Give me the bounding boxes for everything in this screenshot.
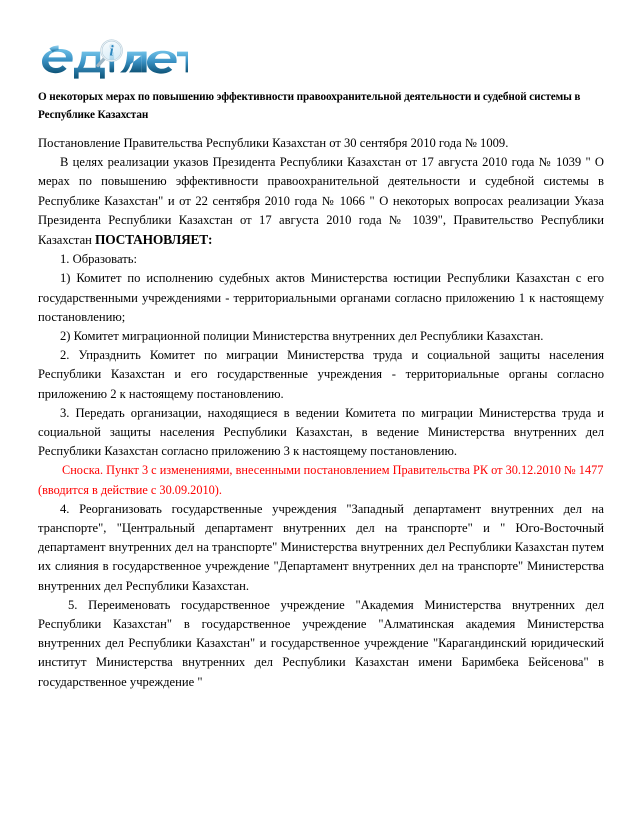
decree-keyword: ПОСТАНОВЛЯЕТ: [95, 232, 213, 248]
logo-letter-ae [42, 46, 73, 74]
paragraph-item-4: 4. Реорганизовать государственные учреждения "Западный департамент внутренних дел на транспорте", "Центральный департамент внутренних дел на транспорте" и " Юго-Восточный департамент внутренних дел на транспорте" Министерства внутренних дел Республики Казахстан путем их слияния в государственное учреждение "Департамент внутренних дел на транспорте" Министерства внутренних дел Республики Казахстан. [38, 501, 604, 593]
paragraph-item-1-2: 2) Комитет миграционной полиции Министерства внутренних дел Республики Казахстан. [60, 329, 544, 344]
svg-text:i: i [109, 43, 114, 60]
paragraph-item-3: 3. Передать организации, находящиеся в ведении Комитета по миграции Министерства труда и социальной защиты населения Республики Казахстан, в ведение Министерства внутренних дел Республики Казахстан согласно приложению 3 к настоящему постановлению. [38, 405, 604, 459]
adilet-logo-graphic [38, 33, 188, 85]
paragraph-preamble [38, 153, 604, 250]
paragraph-item-1-1: 1) Комитет по исполнению судебных актов Министерства юстиции Республики Казахстан с его государственными учреждениями - территориальными органами согласно приложению 1 к настоящему постановлению; [38, 271, 604, 324]
paragraph-resolution-reference: Постановление Правительства Республики Казахстан от 30 сентября 2010 года № 1009. [38, 136, 509, 150]
paragraph-item-5: 5. Переименовать государственное учреждение "Академия Министерства внутренних дел Республики Казахстан" в государственное учреждение "Алматинская академия Министерства внутренних дел Республики Казахстан" и государственное учреждение "Карагандинский юридический институт Министерства внутренних дел Республики Казахстан имени Баримбека Бейсенова" в государственное учреждение " [38, 597, 604, 689]
page-title: О некоторых мерах по повышению эффективности правоохранительной деятельности и судебной системы в Республике Казахстан [38, 91, 581, 121]
document-body [38, 88, 604, 692]
preamble-text: В целях реализации указов Президента Республики Казахстан от 17 августа 2010 года № 1039 " О мерах по повышению эффективности правоохранительной деятельности и судебной системы в Республике Казахстан" и от 22 сентября 2010 года № 1066 " О некоторых вопросах реализации Указа Президента Республики Казахстан от 17 августа 2010 года № 1039", Правительство Республики Казахстан [38, 155, 604, 248]
footnote-item-3: Сноска. Пункт 3 с изменениями, внесенными постановлением Правительства РК от 30.12.2010 № 1477 (вводится в действие с 30.09.2010). [38, 463, 604, 497]
paragraph-item-2: 2. Упразднить Комитет по миграции Министерства труда и социальной защиты населения Республики Казахстан и его государственные учреждения - территориальные органы согласно приложению 2 к настоящему постановлению. [38, 348, 604, 401]
adilet-logo[interactable] [38, 33, 188, 85]
logo-letter-t [177, 52, 188, 73]
logo-letter-e [147, 51, 177, 74]
paragraph-item-1: 1. Образовать: [60, 252, 137, 267]
logo-letter-l [120, 52, 147, 73]
